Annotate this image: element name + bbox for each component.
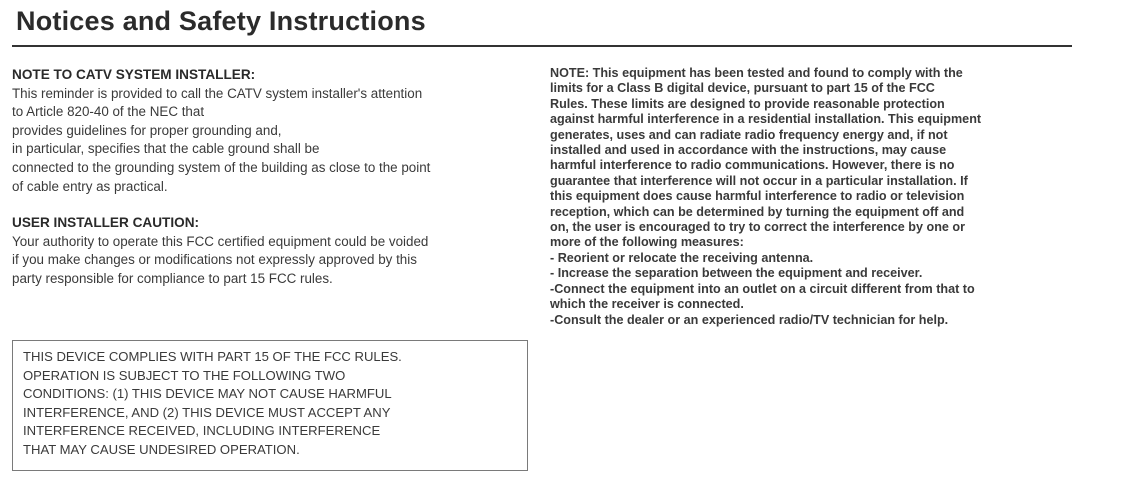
fcc-note-line: generates, uses and can radiate radio frequency energy and, if not — [550, 127, 948, 142]
catv-line: This reminder is provided to call the CATV system installer's attention — [12, 85, 423, 101]
left-column — [12, 66, 532, 289]
fcc-note-line: more of the following measures: — [550, 235, 744, 250]
user-caution-section — [12, 214, 532, 288]
fcc-note-line: -Consult the dealer or an experienced radio/TV technician for help. — [550, 312, 949, 327]
fcc-note-line: which the receiver is connected. — [550, 297, 744, 312]
compliance-line: THAT MAY CAUSE UNDESIRED OPERATION. — [23, 441, 300, 457]
catv-line: connected to the grounding system of the building as close to the point — [12, 159, 431, 175]
fcc-note-line: against harmful interference in a residential installation. This equipment — [550, 112, 982, 127]
fcc-note-line: reception, which can be determined by turning the equipment off and — [550, 204, 965, 219]
page-title: Notices and Safety Instructions — [16, 6, 426, 36]
user-caution-line: party responsible for compliance to part 15 FCC rules. — [12, 270, 333, 286]
compliance-line: INTERFERENCE, AND (2) THIS DEVICE MUST ACCEPT ANY — [23, 404, 391, 420]
fcc-note-line: harmful interference to radio communications. However, there is no — [550, 158, 955, 173]
catv-text — [12, 85, 532, 197]
catv-line: in particular, specifies that the cable ground shall be — [12, 141, 320, 157]
catv-line: to Article 820-40 of the NEC that — [12, 104, 205, 120]
fcc-note-line: - Reorient or relocate the receiving antenna. — [550, 250, 814, 265]
fcc-note-column — [550, 66, 1110, 328]
fcc-note-line: this equipment does cause harmful interference to radio or television — [550, 189, 965, 204]
fcc-note-line: NOTE: This equipment has been tested and found to comply with the — [550, 66, 963, 80]
fcc-note-line: -Connect the equipment into an outlet on a circuit different from that to — [550, 281, 975, 296]
user-caution-line: Your authority to operate this FCC certified equipment could be voided — [12, 233, 429, 249]
catv-line: provides guidelines for proper grounding and, — [12, 122, 282, 138]
fcc-note-line: - Increase the separation between the equipment and receiver. — [550, 266, 923, 281]
compliance-line: OPERATION IS SUBJECT TO THE FOLLOWING TWO — [23, 367, 346, 383]
compliance-line: THIS DEVICE COMPLIES WITH PART 15 OF THE FCC RULES. — [23, 349, 402, 364]
catv-line: of cable entry as practical. — [12, 178, 168, 194]
compliance-line: INTERFERENCE RECEIVED, INCLUDING INTERFERENCE — [23, 423, 381, 439]
compliance-line: CONDITIONS: (1) THIS DEVICE MAY NOT CAUSE HARMFUL — [23, 386, 392, 402]
user-caution-heading: USER INSTALLER CAUTION: — [12, 215, 200, 231]
catv-installer-section — [12, 66, 532, 196]
fcc-note-line: installed and used in accordance with the instructions, may cause — [550, 143, 947, 158]
fcc-compliance-box — [12, 340, 528, 471]
fcc-note-line: guarantee that interference will not occur in a particular installation. If — [550, 173, 968, 188]
fcc-note-line: on, the user is encouraged to try to correct the interference by one or — [550, 220, 965, 235]
fcc-note-line: limits for a Class B digital device, pursuant to part 15 of the FCC — [550, 81, 935, 96]
catv-heading: NOTE TO CATV SYSTEM INSTALLER: — [12, 67, 256, 82]
user-caution-line: if you make changes or modifications not expressly approved by this — [12, 252, 417, 268]
fcc-note-line: Rules. These limits are designed to provide reasonable protection — [550, 96, 945, 111]
user-caution-text — [12, 233, 532, 289]
title-divider — [12, 45, 1072, 47]
